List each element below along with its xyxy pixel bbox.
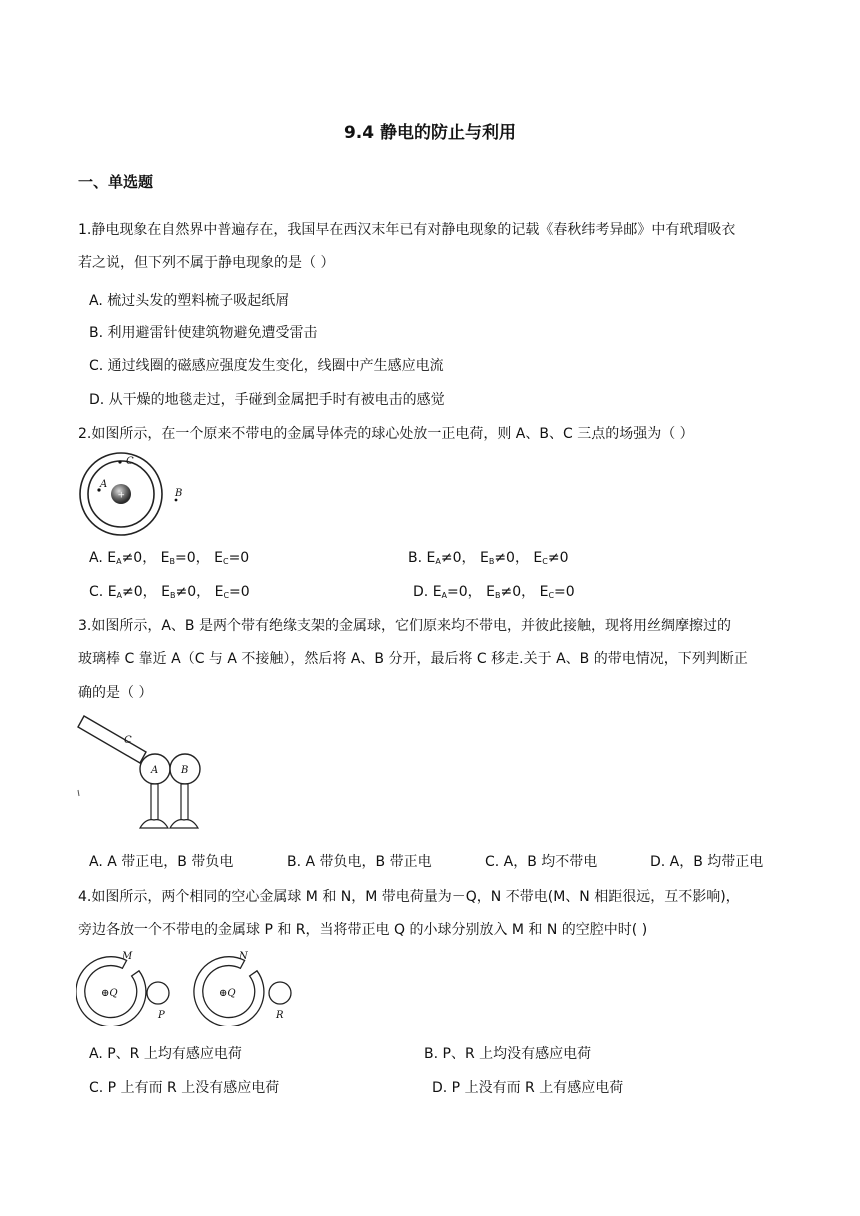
q1-stem-line1: 1.静电现象在自然界中普遍存在，我国早在西汉末年已有对静电现象的记载《春秋纬考异邮》中有玳瑁吸衣: [78, 222, 736, 238]
label-m: M: [122, 951, 133, 962]
q4-figure-hollow-spheres: [76, 948, 302, 1026]
q3-option-c[interactable]: C. A，B 均不带电: [485, 854, 598, 870]
subscript: B: [169, 591, 176, 600]
q2-option-a[interactable]: A. $E_A\ne 0$， $E_B=0$， $E_C=0$: [89, 550, 250, 566]
label-n: N: [239, 951, 248, 962]
stand-a: [151, 784, 158, 820]
q3-figure-spheres-and-rod: [76, 712, 216, 834]
subscript: A: [441, 591, 448, 600]
q4-option-a[interactable]: A. P、R 上均有感应电荷: [89, 1046, 242, 1062]
label-a: A: [100, 479, 108, 490]
q2-option-d[interactable]: D. $E_A=0$， $E_B\ne 0$， $E_C=0$: [413, 584, 575, 600]
q1-option-b[interactable]: B. 利用避雷针使建筑物避免遭受雷击: [89, 325, 318, 341]
section-heading: 一、单选题: [78, 173, 154, 191]
q4-stem-line1: 4.如图所示，两个相同的空心金属球 M 和 N，M 带电荷量为－Q，N 不带电(M、N 相距很远，互不影响)，: [78, 889, 740, 905]
subscript: C: [542, 557, 548, 566]
edge-mark: [78, 790, 79, 796]
q2-figure-conductor-shell: [78, 450, 198, 540]
label-b: B: [175, 488, 183, 499]
q3-option-b[interactable]: B. A 带负电，B 带正电: [287, 854, 432, 870]
label-charge-q-in-m: ⊕Q: [101, 988, 118, 999]
q4-stem-line2: 旁边各放一个不带电的金属球 P 和 R，当将带正电 Q 的小球分别放入 M 和 N 的空腔中时( ): [78, 922, 648, 938]
glass-rod: [78, 716, 146, 763]
point-b-dot: [175, 499, 178, 502]
q4-option-d[interactable]: D. P 上没有而 R 上有感应电荷: [432, 1080, 624, 1096]
q3-stem-line2: 玻璃棒 C 靠近 A（C 与 A 不接触），然后将 A、B 分开，最后将 C 移走.关于 A、B 的带电情况，下列判断正: [78, 651, 748, 667]
subscript: A: [116, 557, 122, 566]
subscript: B: [488, 557, 495, 566]
q4-option-c[interactable]: C. P 上有而 R 上没有感应电荷: [89, 1080, 280, 1096]
q3-stem-line1: 3.如图所示，A、B 是两个带有绝缘支架的金属球，它们原来均不带电，并彼此接触，现将用丝绸摩擦过的: [78, 618, 731, 634]
base-a: [140, 820, 168, 828]
q3-option-d[interactable]: D. A，B 均带正电: [650, 854, 764, 870]
label-r: R: [276, 1010, 284, 1021]
q1-option-a[interactable]: A. 梳过头发的塑料梳子吸起纸屑: [89, 293, 290, 309]
q2-option-b[interactable]: B. $E_A\ne 0$， $E_B\ne 0$， $E_C\ne 0$: [408, 550, 569, 566]
q1-option-d[interactable]: D. 从干燥的地毯走过，手碰到金属把手时有被电击的感觉: [89, 392, 445, 408]
subscript: B: [494, 591, 501, 600]
q1-stem-line2: 若之说，但下列不属于静电现象的是（ ）: [78, 255, 335, 271]
label-sphere-a: A: [151, 765, 159, 776]
sphere-r: [269, 982, 291, 1004]
subscript: A: [116, 591, 123, 600]
q1-option-c[interactable]: C. 通过线圈的磁感应强度发生变化，线圈中产生感应电流: [89, 358, 444, 374]
subscript: B: [169, 557, 176, 566]
plus-sign-icon: +: [117, 490, 126, 501]
label-p: P: [158, 1010, 165, 1021]
label-sphere-b: B: [181, 765, 189, 776]
q3-stem-line3: 确的是（ ）: [78, 685, 153, 701]
subscript: C: [222, 557, 229, 566]
subscript: A: [435, 557, 441, 566]
q4-option-b[interactable]: B. P、R 上均没有感应电荷: [424, 1046, 592, 1062]
point-c-dot: [118, 460, 121, 463]
stand-b: [181, 784, 188, 820]
q3-option-a[interactable]: A. A 带正电，B 带负电: [89, 854, 234, 870]
page-title: 9.4 静电的防止与利用: [343, 123, 517, 143]
label-charge-q-in-n: ⊕Q: [219, 988, 236, 999]
q2-stem-line1: 2.如图所示，在一个原来不带电的金属导体壳的球心处放一正电荷，则 A、B、C 三点的场强为（ ）: [78, 426, 694, 442]
label-rod-c: C: [124, 735, 132, 746]
subscript: C: [548, 591, 555, 600]
label-c: C: [126, 456, 134, 467]
subscript: C: [223, 591, 230, 600]
base-b: [170, 820, 198, 828]
sphere-p: [147, 982, 169, 1004]
q2-option-c[interactable]: C. $E_A\ne 0$， $E_B\ne 0$， $E_C=0$: [89, 584, 250, 600]
